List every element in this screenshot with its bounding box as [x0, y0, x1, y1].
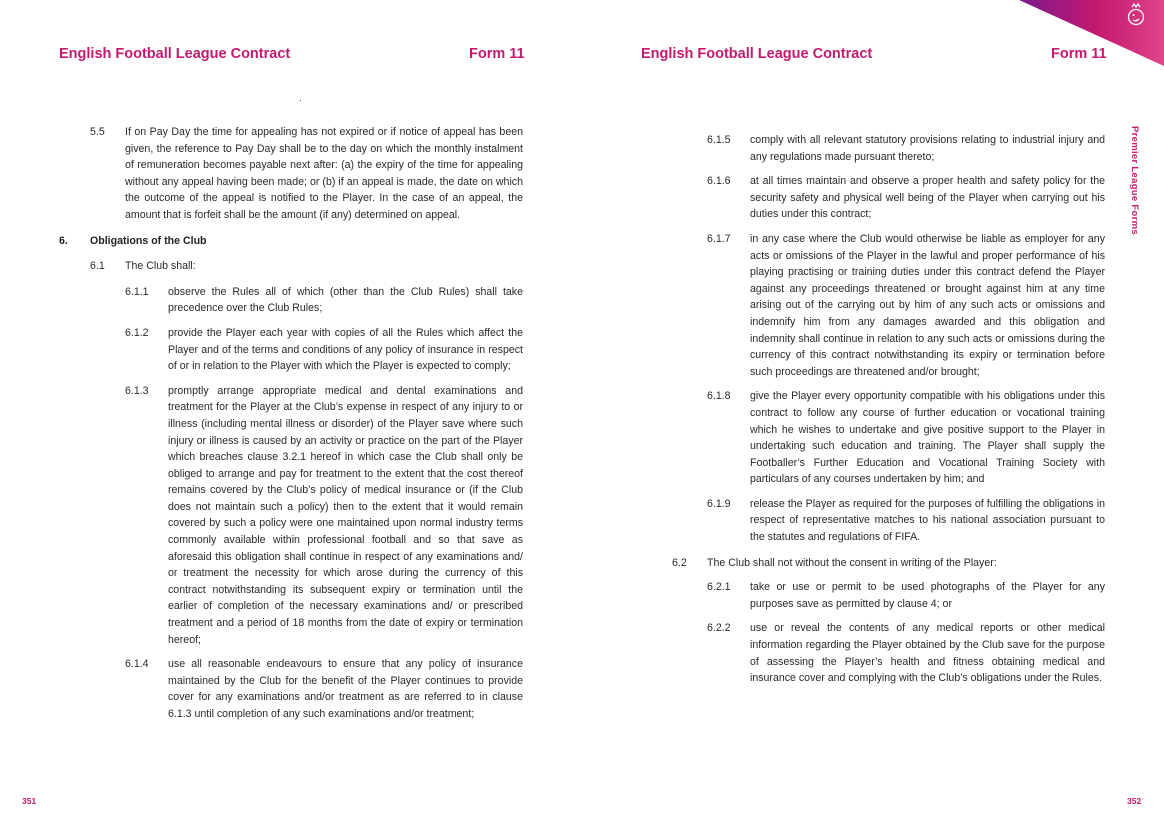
clause-text: If on Pay Day the time for appealing has not expired or if notice of appeal has been given, the reference to Pay Day shall be to the day on which the monthly instalment of remuneration becomes payable next after: (a) the expiry of the time for appealing without any appeal having been made; or (b) if an appeal is made, the date on which the outcome of the appeal is notified to the Player. In the case of an appeal, the amount that is forfeit shall be the amount (if any) determined on appeal. — [125, 126, 523, 221]
clause-text: give the Player every opportunity compatible with his obligations under this contract to follow any course of further education or vocational training which he wishes to undertake and give positive support to the Player in undertaking such education and training. The Player shall supply the Footballer’s Further Education and Vocational Training Society with particulars of any courses undertaken by him; and — [750, 390, 1105, 486]
clause-6-1 — [90, 258, 523, 275]
clause-6-1-6 — [707, 173, 1105, 223]
clause-6-1-3 — [125, 383, 523, 649]
clause-6-2 — [672, 555, 1105, 572]
clause-number: 6.1 — [90, 260, 105, 273]
clause-number: 6.1.7 — [707, 232, 731, 245]
clause-6-1-2 — [125, 325, 523, 375]
right-page-body — [641, 132, 1105, 687]
section-number: 6. — [59, 234, 68, 247]
clause-6-1-9 — [707, 496, 1105, 546]
clause-6-1-5 — [707, 132, 1105, 165]
section-title: Obligations of the Club — [90, 234, 207, 247]
right-page-title: English Football League Contract — [641, 46, 873, 62]
clause-number: 6.1.5 — [707, 134, 731, 146]
side-section-label: Premier League Forms — [1129, 126, 1140, 235]
clause-text: comply with all relevant statutory provisions relating to industrial injury and any regulations made pursuant thereto; — [750, 134, 1105, 163]
clause-number: 6.1.6 — [707, 175, 731, 188]
clause-number: 5.5 — [90, 126, 105, 138]
clause-text: provide the Player each year with copies of all the Rules which affect the Player and of the terms and conditions of any policy of insurance in respect of or in relation to the Player with which the Player is expected to comply; — [168, 326, 523, 373]
clause-6-2-2 — [707, 620, 1105, 686]
stray-mark — [300, 100, 301, 101]
clause-number: 6.2.2 — [707, 622, 731, 635]
clause-number: 6.1.8 — [707, 390, 731, 403]
clause-text: The Club shall: — [125, 260, 196, 273]
left-page-title: English Football League Contract — [59, 46, 291, 62]
left-page-body — [59, 124, 523, 723]
clause-6-2-1 — [707, 579, 1105, 612]
clause-6-1-8 — [707, 388, 1105, 488]
clause-6-1-4 — [125, 656, 523, 722]
clause-text: use or reveal the contents of any medical reports or other medical information regarding the Player obtained by the Club save for the purpose of assessing the Player’s health and fitness obtaining medical and insurance cover and complying with the Club’s obligations under the Rules. — [750, 622, 1105, 685]
clause-text: observe the Rules all of which (other than the Club Rules) shall take precedence over the Club Rules; — [168, 285, 523, 315]
right-form-label: Form 11 — [1051, 46, 1107, 62]
clause-number: 6.1.2 — [125, 326, 149, 339]
right-page-number: 352 — [1127, 796, 1142, 806]
clause-text: take or use or permit to be used photographs of the Player for any purposes save as permitted by clause 4; or — [750, 581, 1105, 610]
clause-6-1-1 — [125, 284, 523, 317]
clause-number: 6.1.3 — [125, 384, 149, 397]
clause-text: release the Player as required for the purposes of fulfilling the obligations in respect of representative matches to his national association pursuant to the statutes and regulations of FIFA. — [750, 497, 1105, 544]
section-heading-6 — [59, 233, 523, 250]
clause-number: 6.1.1 — [125, 285, 149, 298]
left-form-label: Form 11 — [469, 46, 525, 62]
left-page-number: 351 — [22, 796, 37, 806]
clause-number: 6.1.4 — [125, 658, 149, 671]
clause-number: 6.1.9 — [707, 497, 731, 510]
clause-text: in any case where the Club would otherwise be liable as employer for any acts or omissions of the Player in the lawful and proper performance of his playing practising or training duties under this contract defend the Player against any proceedings threatened or brought against him at any time arising out of the carrying out by him of any such acts or omissions and indemnify him from any damages awarded and this obligation and indemnity shall continue in relation to any such acts or omissions during the currency of this contract notwithstanding its expiry or termination before such proceedings are threatened and/or brought; — [750, 232, 1105, 378]
clause-5-5 — [90, 124, 523, 224]
clause-text: The Club shall not without the consent in writing of the Player: — [707, 556, 997, 569]
clause-6-1-7 — [707, 231, 1105, 380]
brand-corner — [1014, 0, 1164, 66]
clause-text: promptly arrange appropriate medical and dental examinations and treatment for the Player at the Club’s expense in respect of any injury to or illness (including mental illness or disorder) of the Player save where such injury or illness is caused by an activity or practice on the part of the Player which breaches clause 3.2.1 hereof in which case the Club shall only be obliged to arrange and pay for treatment to the extent that the cost thereof remains covered by the Club’s policy of medical insurance or (if the Club does not maintain such a policy) then to the extent that it would remain covered by such a policy were one maintained upon normal industry terms commonly available within professional football and so that save as aforesaid this obligation shall continue in respect of any examinations and/ or treatment the necessity for which arose during the currency of this contract notwithstanding its subsequent expiry or termination until the earlier of completion of the necessary examinations and/ or prescribed treatment and a period of 18 months from the date of expiry or termination hereof; — [168, 384, 523, 646]
clause-text: at all times maintain and observe a proper health and safety policy for the security safety and physical well being of the Player when carrying out his duties under this contract; — [750, 175, 1105, 221]
clause-text: use all reasonable endeavours to ensure that any policy of insurance maintained by the Club for the benefit of the Player continues to provide cover for any examinations and/or treatment as are referred to in clause 6.1.3 until completion of any such examinations and/or treatment; — [168, 658, 523, 720]
clause-number: 6.2.1 — [707, 581, 731, 594]
clause-number: 6.2 — [672, 556, 687, 569]
